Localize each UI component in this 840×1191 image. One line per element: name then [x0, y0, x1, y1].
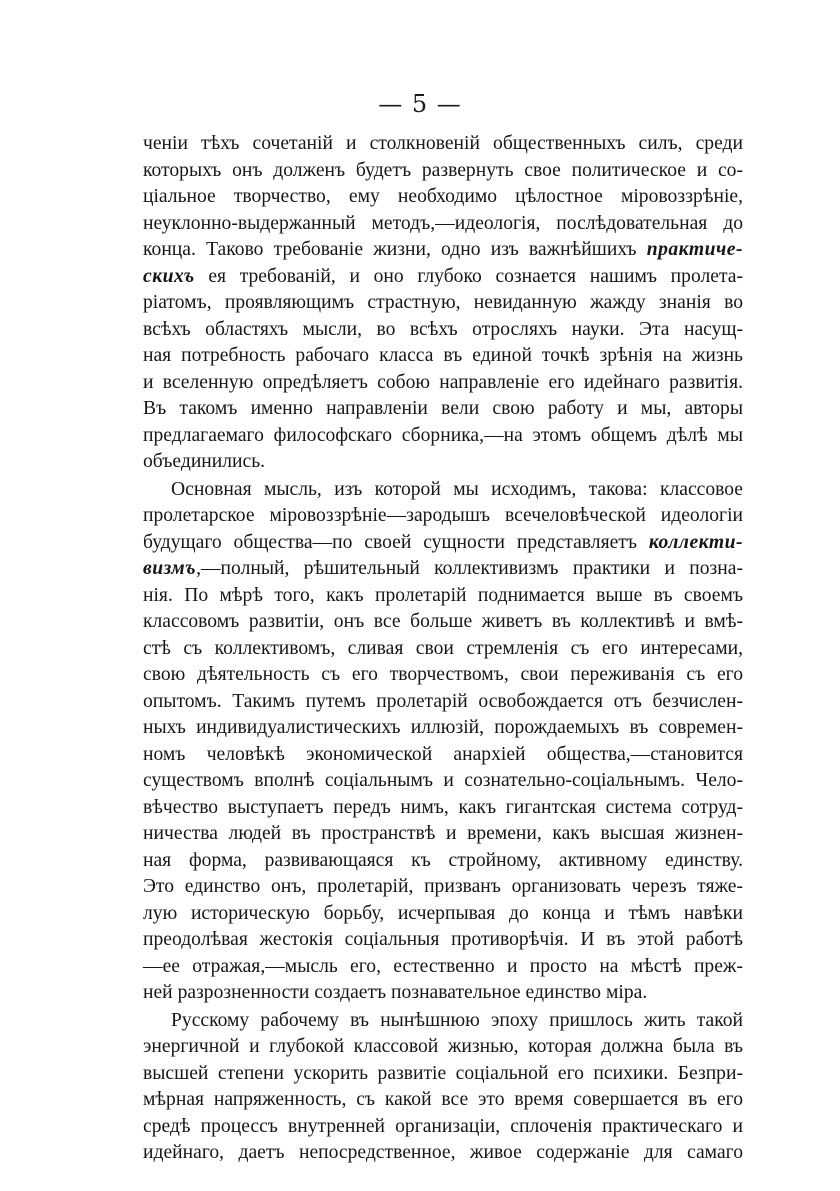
line-text: нiя. По мѣрѣ того, какъ пролетарiй поднимается выше въ своемъ [143, 584, 743, 606]
line-text: всѣхъ областяхъ мысли, во всѣхъ отросляхъ науки. Эта насущ- [143, 318, 743, 340]
line-text: цiальное творчество, ему необходимо цѣлостное мiровоззрѣнiе, [143, 186, 743, 207]
line-text: и вселенную опредѣляетъ собою направленiе его идейнаго развитiя. [143, 371, 743, 393]
line-text: мѣрная напряженность, съ какой все это время совершается въ его [143, 1089, 743, 1110]
text-line [143, 290, 743, 317]
text-line [143, 1034, 743, 1061]
text-line [143, 237, 743, 264]
text-line [143, 343, 743, 370]
text-line [143, 396, 743, 423]
text-line [143, 795, 743, 822]
line-text: предлагаемаго философскаго сборника,—на этомъ общемъ дѣлѣ мы [143, 424, 743, 446]
paragraph [143, 1008, 743, 1167]
text-line [143, 927, 743, 954]
line-text: ченiи тѣхъ сочетанiй и столкновенiй общественныхъ силъ, среди [143, 133, 743, 154]
line-text: пролетарское мiровоззрѣнiе—зародышъ всечеловѣческой идеологiи [143, 505, 743, 526]
text-line [143, 874, 743, 901]
line-text: ничества людей въ пространствѣ и времени, какъ высшая жизнен- [143, 823, 743, 844]
body-text [143, 131, 743, 1168]
line-text: рiатомъ, проявляющимъ страстную, невиданную жажду знанiя во [143, 292, 743, 313]
line-text: конца. Таково требованiе жизни, одно изъ важнѣйшихъ [143, 239, 647, 260]
text-line [143, 158, 743, 185]
line-text: ныхъ индивидуалистическихъ иллюзiй, порождаемыхъ въ современ- [143, 717, 743, 738]
text-line [143, 503, 743, 530]
text-line [143, 423, 743, 450]
text-line [143, 370, 743, 397]
text-line [143, 317, 743, 344]
line-text: неуклонно-выдержанный методъ,—идеологiя, послѣдовательная до [143, 212, 743, 234]
line-text: идейнаго, даетъ непосредственное, живое содержанiе для самаго [143, 1142, 743, 1163]
text-line [143, 264, 743, 291]
text-line [143, 477, 743, 504]
text-line [143, 901, 743, 928]
line-text: Въ такомъ именно направленiи вели свою работу и мы, авторы [143, 398, 743, 419]
text-line [143, 1008, 743, 1035]
line-text: Основная мысль, изъ которой мы исходимъ, такова: классовое [171, 478, 743, 500]
text-line [143, 954, 743, 981]
emphasized-text: визмъ [143, 558, 197, 579]
text-line [143, 131, 743, 158]
line-text: стѣ съ коллективомъ, сливая свои стремленiя съ его интересами, [143, 637, 743, 659]
line-text: которыхъ онъ долженъ будетъ развернуть свое политическое и со- [143, 159, 743, 181]
text-line [143, 662, 743, 689]
line-text: опытомъ. Такимъ путемъ пролетарiй освобождается отъ безчислен- [143, 690, 743, 712]
line-text: будущаго общества—по своей сущности представляетъ [143, 531, 649, 553]
text-line [143, 1140, 743, 1167]
line-text: объединились. [143, 451, 266, 472]
line-text: ная потребность рабочаго класса въ единой точкѣ зрѣнiя на жизнь [143, 345, 743, 366]
line-text: лую историческую борьбу, исчерпывая до конца и тѣмъ навѣки [143, 902, 743, 924]
text-line [143, 768, 743, 795]
text-line [143, 636, 743, 663]
line-text: высшей степени ускорить развитiе соцiальной его психики. Безпри- [143, 1062, 743, 1084]
text-line [143, 556, 743, 583]
line-text: энергичной и глубокой классовой жизнью, которая должна была въ [143, 1036, 743, 1057]
line-text: ней разрозненности создаетъ познавательное единство мiра. [143, 982, 648, 1003]
line-text: классовомъ развитiи, онъ все больше живетъ въ коллективѣ и вмѣ- [143, 611, 743, 632]
text-line [143, 211, 743, 238]
line-text: —ее отражая,—мысль его, естественно и просто на мѣстѣ преж- [143, 955, 743, 977]
line-text: Русскому рабочему въ нынѣшнюю эпоху пришлось жить такой [171, 1009, 743, 1031]
line-text: номъ человѣкѣ экономической анархiей общества,—становится [143, 743, 743, 765]
line-text: ея требованiй, и оно глубоко сознается нашимъ пролета- [194, 265, 743, 287]
text-line [143, 689, 743, 716]
emphasized-text: практиче- [646, 239, 743, 260]
paragraph [143, 131, 743, 476]
text-line [143, 449, 743, 476]
text-line [143, 848, 743, 875]
line-text: Это единство онъ, пролетарiй, призванъ организовать черезъ тяже- [143, 876, 743, 897]
text-line [143, 184, 743, 211]
text-line [143, 742, 743, 769]
text-line [143, 1061, 743, 1088]
line-text: ,—полный, рѣшительный коллективизмъ практики и позна- [196, 558, 743, 579]
text-line [143, 530, 743, 557]
text-line [143, 821, 743, 848]
text-line [143, 609, 743, 636]
emphasized-text: скихъ [143, 265, 195, 287]
text-line [143, 1087, 743, 1114]
text-line [143, 583, 743, 610]
line-text: ная форма, развивающаяся къ стройному, активному единству. [143, 849, 743, 871]
line-text: средѣ процессъ внутренней организацiи, сплоченiя практическаго и [143, 1115, 743, 1137]
line-text: преодолѣвая жестокiя соцiальныя противорѣчiя. И въ этой работѣ [143, 929, 743, 950]
line-text: существомъ вполнѣ соцiальнымъ и сознательно-соцiальнымъ. Чело- [143, 770, 743, 791]
line-text: вѣчество выступаетъ передъ нимъ, какъ гигантская система сотруд- [143, 796, 743, 818]
line-text: свою дѣятельность съ его творчествомъ, свои переживанiя съ его [143, 664, 743, 685]
paragraph [143, 477, 743, 1007]
text-line [143, 1114, 743, 1141]
text-line [143, 715, 743, 742]
page-number: — 5 — [378, 90, 462, 118]
text-line [143, 980, 743, 1007]
emphasized-text: коллекти- [648, 531, 743, 553]
